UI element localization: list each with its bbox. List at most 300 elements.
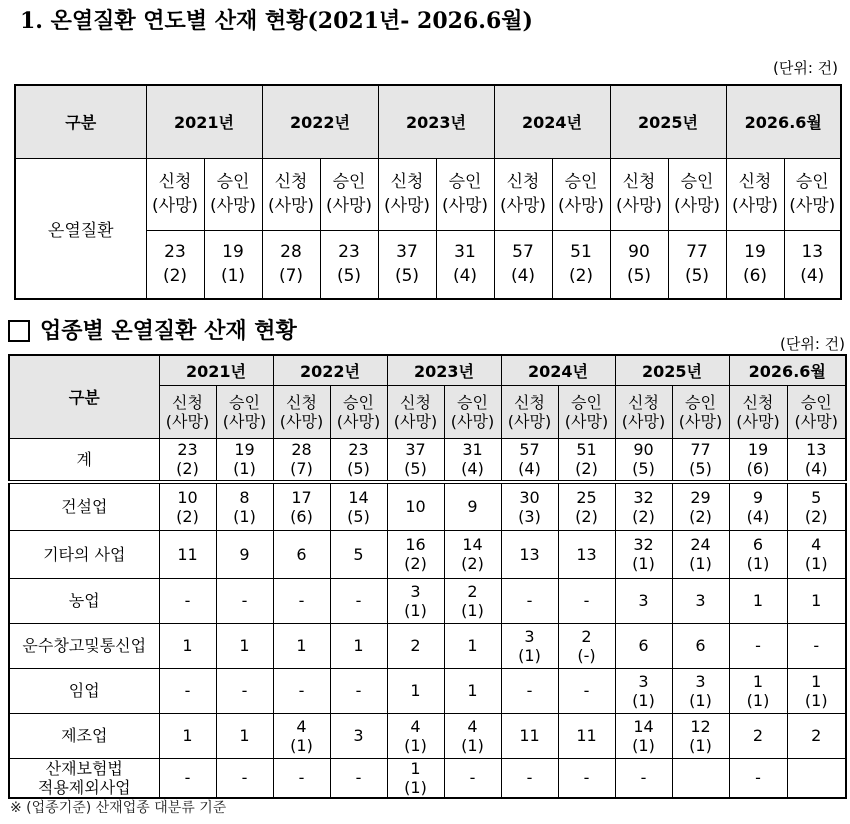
year-header: 2024년	[494, 85, 610, 158]
case-count: 23	[348, 440, 369, 460]
case-count: 6	[695, 636, 706, 655]
applications-label: 신청	[514, 392, 545, 412]
death-count: (5)	[404, 459, 427, 479]
death-count: (6)	[290, 506, 313, 526]
industry-label	[9, 668, 159, 713]
value-cell	[444, 438, 501, 482]
applications-header	[615, 385, 672, 438]
applications-label: 신청	[622, 172, 656, 192]
yearly-heat-illness-table	[14, 84, 842, 300]
value-cell	[216, 713, 273, 758]
case-count: 13	[519, 544, 540, 564]
deaths-label: (사망)	[151, 196, 199, 216]
case-count: 13	[801, 242, 824, 263]
case-count: 1	[410, 758, 421, 778]
year-header: 2023년	[378, 85, 494, 158]
case-count: 2	[410, 636, 421, 655]
value-cell	[729, 623, 787, 668]
applications-header	[387, 385, 444, 438]
deaths-label: (사망)	[267, 196, 315, 216]
case-count: 24	[690, 535, 711, 554]
value-cell	[787, 758, 846, 798]
case-count: 8	[239, 487, 250, 507]
value-cell	[378, 230, 436, 299]
industry-row	[9, 623, 846, 668]
value-cell	[320, 230, 378, 299]
case-count: 23	[338, 242, 360, 263]
value-cell	[501, 578, 558, 623]
industry-row	[9, 668, 846, 713]
value-cell	[330, 438, 387, 482]
death-count: (3)	[518, 506, 541, 526]
death-count: (1)	[461, 600, 484, 620]
death-count: (1)	[746, 554, 770, 573]
death-count: (4)	[452, 266, 478, 287]
value-cell	[615, 623, 672, 668]
approvals-header	[444, 385, 501, 438]
death-count: (2)	[575, 459, 598, 479]
case-count: 9	[239, 544, 250, 564]
deaths-label: (사망)	[450, 411, 495, 431]
case-count: 30	[519, 487, 540, 507]
case-count: 2	[752, 726, 764, 745]
case-count: 4	[296, 716, 307, 736]
death-count: (5)	[626, 266, 652, 287]
approvals-header	[672, 385, 729, 438]
case-count: -	[813, 636, 820, 655]
value-cell	[273, 668, 330, 713]
value-cell	[444, 578, 501, 623]
approvals-header	[320, 158, 378, 230]
industry-row	[9, 578, 846, 623]
case-count: 3	[524, 626, 535, 646]
death-count: (5)	[347, 506, 370, 526]
value-cell	[330, 758, 387, 798]
case-count: 23	[164, 242, 186, 263]
case-count: 3	[695, 671, 706, 691]
case-count: 13	[576, 544, 597, 564]
value-cell	[615, 438, 672, 482]
case-count: 1	[467, 636, 478, 655]
case-count: 13	[806, 440, 827, 460]
value-cell	[501, 668, 558, 713]
value-cell	[216, 758, 273, 798]
year-header: 2025년	[615, 355, 729, 385]
value-cell	[787, 578, 846, 623]
case-count: -	[755, 768, 761, 788]
value-cell	[330, 623, 387, 668]
industry-name: 산재보험법	[45, 758, 123, 778]
applications-header	[726, 158, 784, 230]
death-count: (-)	[577, 645, 596, 665]
deaths-label: (사망)	[222, 411, 267, 431]
case-count: 31	[454, 242, 476, 263]
case-count: 51	[576, 440, 597, 460]
case-count: 57	[519, 440, 540, 460]
death-count: (5)	[394, 266, 420, 287]
death-count: (1)	[804, 690, 828, 710]
death-count: (1)	[290, 735, 313, 755]
deaths-label: (사망)	[678, 411, 723, 431]
death-count: (4)	[804, 459, 828, 479]
case-count: 2	[581, 626, 592, 646]
value-cell	[387, 713, 444, 758]
year-header: 2025년	[610, 85, 726, 158]
case-count: 6	[752, 535, 764, 554]
approvals-label: 승인	[680, 172, 714, 192]
case-count: 9	[752, 487, 764, 507]
approvals-header	[330, 385, 387, 438]
death-count: (1)	[804, 554, 828, 573]
value-cell	[672, 578, 729, 623]
death-count: (7)	[278, 266, 304, 287]
applications-header	[262, 158, 320, 230]
case-count: 31	[462, 440, 483, 460]
case-count: 5	[811, 487, 822, 507]
value-cell	[216, 578, 273, 623]
death-count: (4)	[800, 266, 825, 287]
death-count: (1)	[632, 690, 655, 710]
applications-label: 신청	[738, 172, 772, 192]
death-count: (1)	[461, 735, 484, 755]
applications-header	[146, 158, 204, 230]
approvals-header	[787, 385, 846, 438]
death-count: (2)	[404, 554, 427, 573]
case-count: 3	[638, 591, 649, 610]
value-cell	[159, 623, 216, 668]
value-cell	[159, 668, 216, 713]
value-cell	[444, 623, 501, 668]
death-count: (1)	[689, 735, 712, 755]
table-body	[15, 85, 841, 299]
death-count: (1)	[404, 600, 427, 620]
case-count: 14	[633, 716, 654, 736]
value-cell	[262, 230, 320, 299]
value-cell	[159, 530, 216, 578]
year-header: 2022년	[262, 85, 378, 158]
year-header: 2021년	[146, 85, 262, 158]
section1-unit-label: (단위: 건)	[773, 59, 838, 77]
value-cell	[159, 758, 216, 798]
death-count: (1)	[518, 645, 541, 665]
value-cell	[146, 230, 204, 299]
case-count: 51	[570, 242, 592, 263]
applications-header	[494, 158, 552, 230]
case-count: 6	[296, 544, 307, 564]
value-cell	[615, 578, 672, 623]
deaths-label: (사망)	[507, 411, 552, 431]
industry-name: 건설업	[61, 497, 108, 517]
case-count: 3	[695, 591, 706, 610]
year-header: 2023년	[387, 355, 501, 385]
value-cell	[444, 713, 501, 758]
case-count: 6	[638, 636, 649, 655]
case-count: 11	[177, 544, 198, 564]
industry-name: 농업	[68, 591, 100, 610]
approvals-label: 승인	[571, 392, 602, 412]
death-count: (1)	[746, 690, 770, 710]
case-count: 11	[576, 726, 597, 745]
death-count: (2)	[568, 266, 594, 287]
deaths-label: (사망)	[673, 196, 721, 216]
case-count: 2	[811, 726, 822, 745]
death-count: (1)	[689, 690, 712, 710]
value-cell	[501, 623, 558, 668]
case-count: 12	[690, 716, 711, 736]
value-cell	[273, 482, 330, 530]
value-cell	[558, 668, 615, 713]
approvals-header	[558, 385, 615, 438]
value-cell	[330, 482, 387, 530]
value-cell	[672, 668, 729, 713]
value-cell	[444, 668, 501, 713]
value-cell	[558, 482, 615, 530]
case-count: 90	[633, 440, 654, 460]
value-cell	[159, 578, 216, 623]
value-cell	[672, 438, 729, 482]
applications-header	[378, 158, 436, 230]
applications-label: 신청	[742, 392, 774, 412]
deaths-label: (사망)	[441, 196, 489, 216]
deaths-label: (사망)	[165, 411, 210, 431]
value-cell	[787, 713, 846, 758]
value-cell	[444, 758, 501, 798]
case-count: 1	[239, 726, 250, 745]
value-cell	[615, 758, 672, 798]
industry-row	[9, 713, 846, 758]
value-cell	[672, 758, 729, 798]
death-count: (5)	[632, 459, 655, 479]
industry-name: 운수창고및통신업	[22, 636, 147, 655]
death-count: (4)	[746, 506, 770, 526]
value-cell	[787, 438, 846, 482]
approvals-label: 승인	[216, 172, 250, 192]
death-count: (1)	[689, 554, 712, 573]
deaths-label: (사망)	[279, 411, 324, 431]
value-cell	[552, 230, 610, 299]
case-count: 28	[280, 242, 302, 263]
footnote: ※ (업종기준) 산재업종 대분류 기준	[10, 800, 227, 816]
value-cell	[729, 758, 787, 798]
death-count: (1)	[233, 459, 256, 479]
case-count: 1	[811, 591, 822, 610]
case-count: 3	[410, 581, 421, 601]
category-header: 구분	[15, 85, 146, 158]
deaths-label: (사망)	[789, 196, 836, 216]
case-count: 57	[512, 242, 534, 263]
case-count: -	[241, 768, 248, 788]
case-count: 14	[348, 487, 369, 507]
value-cell	[558, 713, 615, 758]
value-cell	[672, 482, 729, 530]
value-cell	[558, 530, 615, 578]
value-cell	[159, 482, 216, 530]
value-cell	[216, 438, 273, 482]
empty-checkbox-icon	[8, 320, 30, 342]
value-cell	[615, 668, 672, 713]
death-count: (7)	[290, 459, 313, 479]
case-count: 1	[811, 671, 822, 691]
case-count: 77	[686, 242, 708, 263]
value-cell	[159, 713, 216, 758]
row-label-heat-illness: 온열질환	[15, 158, 146, 299]
case-count: -	[526, 768, 533, 788]
case-count: -	[184, 768, 191, 788]
applications-label: 신청	[158, 172, 192, 192]
approvals-label: 승인	[685, 392, 716, 412]
death-count: (2)	[575, 506, 598, 526]
value-cell	[204, 230, 262, 299]
value-cell	[330, 713, 387, 758]
deaths-label: (사망)	[325, 196, 373, 216]
case-count: 4	[811, 535, 822, 554]
value-cell	[501, 482, 558, 530]
case-count: 37	[396, 242, 418, 263]
applications-label: 신청	[172, 392, 203, 412]
value-cell	[615, 530, 672, 578]
industry-name: 적용제외사업	[37, 777, 131, 797]
applications-header	[729, 385, 787, 438]
case-count: 77	[690, 440, 711, 460]
case-count: -	[355, 768, 362, 788]
case-count: 90	[628, 242, 650, 263]
value-cell	[273, 530, 330, 578]
case-count: 2	[467, 581, 478, 601]
value-cell	[273, 713, 330, 758]
value-cell	[387, 482, 444, 530]
case-count: 37	[405, 440, 426, 460]
value-cell	[672, 530, 729, 578]
sub-header-row	[15, 158, 841, 230]
case-count: -	[583, 591, 590, 610]
death-count: (2)	[804, 506, 828, 526]
approvals-label: 승인	[229, 392, 260, 412]
total-row	[9, 438, 846, 482]
section1-title: 1. 온열질환 연도별 산재 현황(2021년- 2026.6월)	[20, 8, 533, 34]
value-cell	[216, 530, 273, 578]
value-cell	[273, 758, 330, 798]
deaths-label: (사망)	[564, 411, 609, 431]
value-cell	[216, 623, 273, 668]
deaths-label: (사망)	[557, 196, 605, 216]
case-count: 4	[410, 716, 421, 736]
value-cell	[387, 758, 444, 798]
value-cell	[387, 623, 444, 668]
case-count: 23	[177, 440, 198, 460]
value-cell	[729, 438, 787, 482]
approvals-label: 승인	[343, 392, 374, 412]
approvals-header	[216, 385, 273, 438]
death-count: (5)	[347, 459, 370, 479]
approvals-label: 승인	[448, 172, 482, 192]
value-cell	[387, 438, 444, 482]
value-cell	[729, 713, 787, 758]
case-count: -	[184, 591, 191, 610]
value-cell	[729, 482, 787, 530]
case-count: -	[583, 681, 590, 700]
value-cell	[672, 623, 729, 668]
value-cell	[501, 438, 558, 482]
deaths-label: (사망)	[499, 196, 547, 216]
case-count: 1	[467, 681, 478, 700]
case-count: -	[355, 681, 362, 700]
case-count: 4	[467, 716, 478, 736]
case-count: -	[298, 591, 305, 610]
case-count: 1	[353, 636, 364, 655]
case-count: -	[298, 768, 305, 788]
case-count: 3	[353, 726, 364, 745]
case-count: 19	[747, 440, 769, 460]
value-cell	[330, 578, 387, 623]
case-count: 1	[296, 636, 307, 655]
approvals-label: 승인	[332, 172, 366, 192]
table-body	[9, 355, 846, 798]
case-count: 10	[177, 487, 198, 507]
value-cell	[387, 578, 444, 623]
death-count: (2)	[176, 506, 199, 526]
approvals-header	[436, 158, 494, 230]
case-count: -	[526, 681, 533, 700]
value-cell	[216, 668, 273, 713]
case-count: 19	[222, 242, 244, 263]
death-count: (1)	[220, 266, 246, 287]
death-count: (2)	[689, 506, 712, 526]
value-cell	[273, 438, 330, 482]
industry-label	[9, 713, 159, 758]
case-count: 14	[462, 535, 483, 554]
deaths-label: (사망)	[621, 411, 666, 431]
approvals-header	[204, 158, 262, 230]
case-count: -	[241, 591, 248, 610]
year-header: 2026.6월	[729, 355, 846, 385]
case-count: 5	[353, 544, 364, 564]
approvals-label: 승인	[795, 172, 829, 192]
case-count: -	[526, 591, 533, 610]
approvals-label: 승인	[800, 392, 832, 412]
industry-heat-illness-table	[8, 354, 847, 799]
death-count: (1)	[632, 735, 655, 755]
value-cell	[501, 758, 558, 798]
value-cell	[273, 623, 330, 668]
case-count: 1	[752, 591, 764, 610]
death-count: (4)	[518, 459, 541, 479]
case-count: -	[355, 591, 362, 610]
value-cell	[273, 578, 330, 623]
value-cell	[436, 230, 494, 299]
applications-label: 신청	[400, 392, 431, 412]
value-cell	[787, 668, 846, 713]
death-count: (4)	[510, 266, 536, 287]
deaths-label: (사망)	[209, 196, 257, 216]
industry-name: 제조업	[61, 726, 108, 745]
approvals-header	[784, 158, 841, 230]
applications-header	[273, 385, 330, 438]
year-header: 2024년	[501, 355, 615, 385]
case-count: 19	[234, 440, 255, 460]
industry-name: 계	[76, 449, 92, 469]
value-cell	[501, 713, 558, 758]
death-count: (1)	[404, 735, 427, 755]
value-cell	[494, 230, 552, 299]
industry-label	[9, 482, 159, 530]
year-header-row	[15, 85, 841, 158]
industry-label	[9, 530, 159, 578]
industry-row	[9, 482, 846, 530]
value-cell	[387, 530, 444, 578]
death-count: (5)	[684, 266, 710, 287]
industry-label	[9, 758, 159, 798]
value-cell	[444, 482, 501, 530]
